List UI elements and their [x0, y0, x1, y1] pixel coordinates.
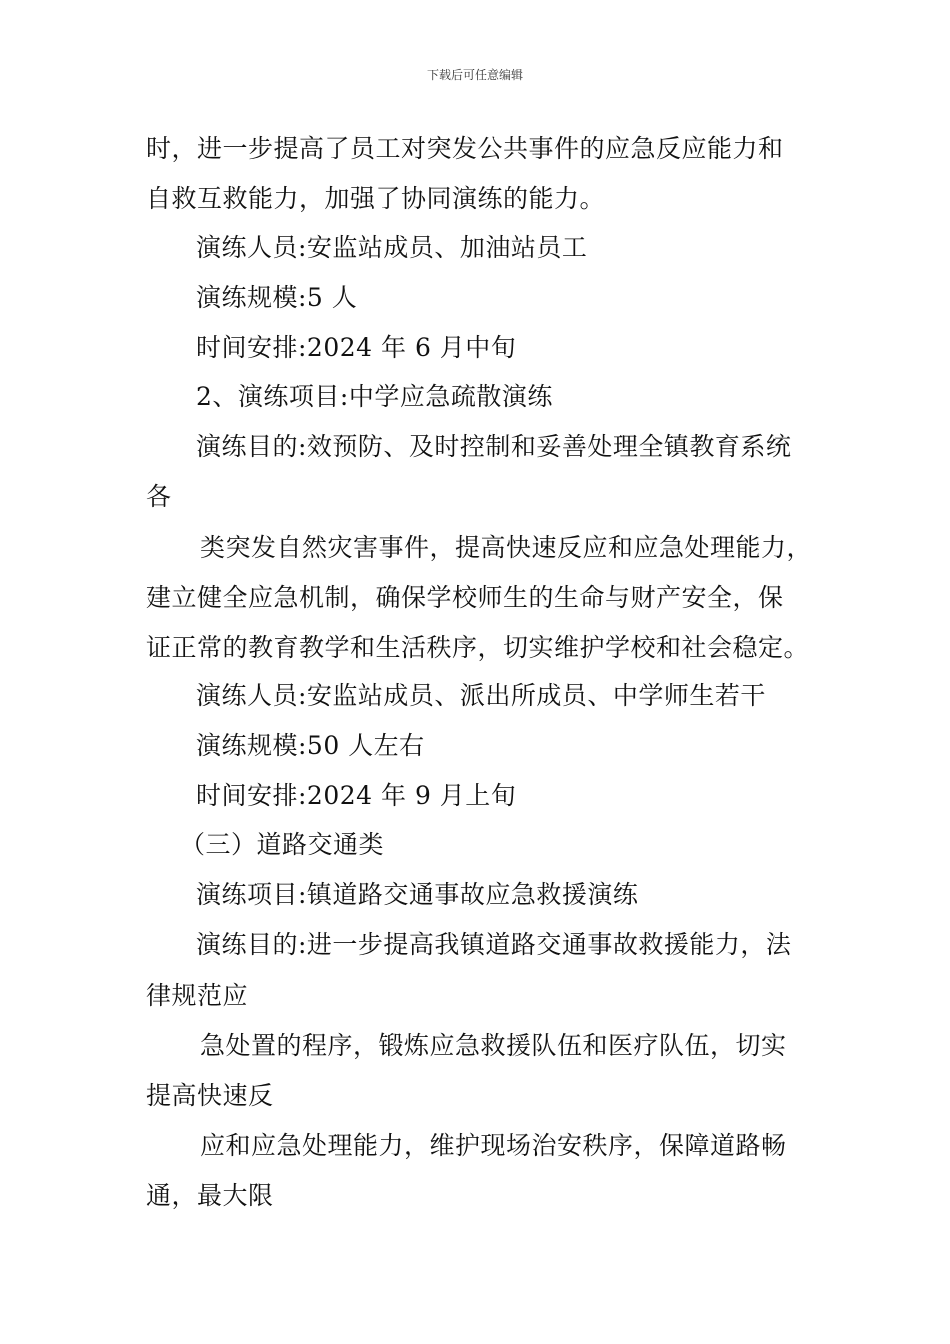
body-line: 各 [146, 482, 172, 511]
body-line: 应和应急处理能力，维护现场治安秩序，保障道路畅 [200, 1131, 787, 1160]
body-line: 证正常的教育教学和生活秩序，切实维护学校和社会稳定。 [146, 633, 810, 662]
body-line: 提高快速反 [146, 1081, 274, 1110]
body-line: 类突发自然灾害事件，提高快速反应和应急处理能力， [200, 533, 813, 562]
body-line: 2、演练项目:中学应急疏散演练 [196, 382, 553, 411]
body-line: 演练规模:5 人 [196, 283, 358, 312]
body-line: 时间安排:2024 年 6 月中旬 [196, 333, 517, 362]
body-line: 自救互救能力，加强了协同演练的能力。 [146, 184, 606, 213]
body-line: 演练目的:进一步提高我镇道路交通事故救援能力，法 [196, 930, 792, 959]
body-line: 演练目的:效预防、及时控制和妥善处理全镇教育系统 [196, 432, 792, 461]
body-line: 时，进一步提高了员工对突发公共事件的应急反应能力和 [146, 134, 784, 163]
body-line: 演练规模:50 人左右 [196, 731, 425, 760]
body-line: （三）道路交通类 [180, 830, 385, 859]
page-header: 下载后可任意编辑 [426, 68, 523, 82]
body-line: 演练项目:镇道路交通事故应急救援演练 [196, 880, 639, 909]
body-line: 演练人员:安监站成员、派出所成员、中学师生若干 [196, 681, 766, 710]
body-line: 律规范应 [146, 981, 249, 1010]
body-line: 急处置的程序，锻炼应急救援队伍和医疗队伍，切实 [200, 1031, 787, 1060]
body-line: 演练人员:安监站成员、加油站员工 [196, 233, 588, 262]
body-line: 时间安排:2024 年 9 月上旬 [196, 781, 517, 810]
body-line: 通，最大限 [146, 1181, 274, 1210]
body-line: 建立健全应急机制，确保学校师生的生命与财产安全，保 [146, 583, 784, 612]
